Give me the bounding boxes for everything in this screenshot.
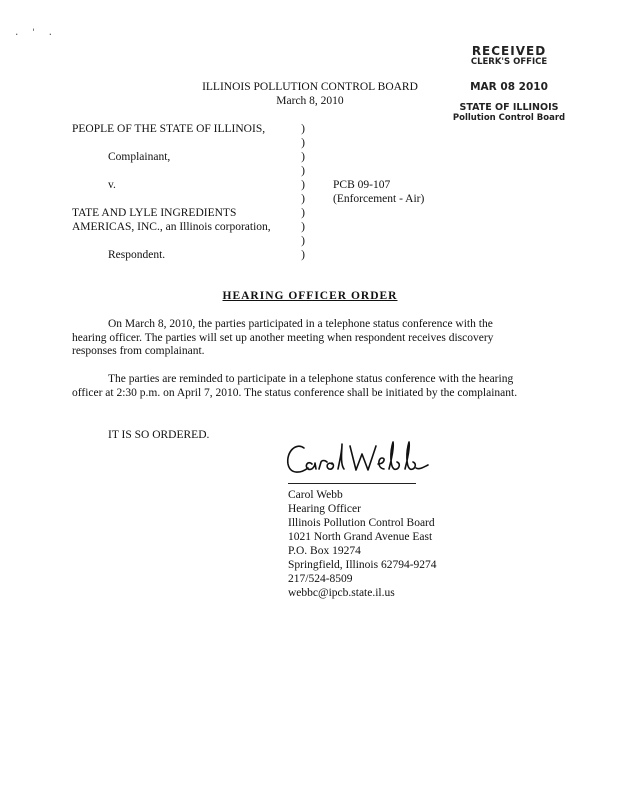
signer-organization: Illinois Pollution Control Board bbox=[288, 517, 435, 529]
caption-paren: ) bbox=[301, 193, 305, 205]
signer-email: webbc@ipcb.state.il.us bbox=[288, 587, 395, 599]
board-name: ILLINOIS POLLUTION CONTROL BOARD bbox=[202, 81, 418, 93]
caption-paren: ) bbox=[301, 221, 305, 233]
received-stamp bbox=[448, 44, 570, 123]
signature-line bbox=[288, 483, 416, 484]
signer-address-line1: 1021 North Grand Avenue East bbox=[288, 531, 433, 543]
stamp-board: Pollution Control Board bbox=[452, 113, 566, 123]
order-paragraph-1: On March 8, 2010, the parties participated in a telephone status conference with the hearing officer. The parties will set up another meeting when respondent receives discovery responses from complainant. bbox=[72, 318, 494, 357]
case-type: (Enforcement - Air) bbox=[333, 193, 425, 205]
order-title: HEARING OFFICER ORDER bbox=[222, 290, 398, 302]
respondent-name-line2: AMERICAS, INC., an Illinois corporation, bbox=[72, 221, 271, 233]
handwritten-signature bbox=[284, 438, 434, 482]
complainant-name: PEOPLE OF THE STATE OF ILLINOIS, bbox=[72, 123, 266, 135]
signer-name: Carol Webb bbox=[288, 489, 343, 501]
respondent-role: Respondent. bbox=[108, 249, 166, 261]
versus: v. bbox=[108, 179, 116, 191]
signer-address-line3: Springfield, Illinois 62794-9274 bbox=[288, 559, 437, 571]
order-date: March 8, 2010 bbox=[276, 95, 344, 107]
signer-phone: 217/524-8509 bbox=[288, 573, 353, 585]
stamp-date: MAR 08 2010 bbox=[470, 81, 548, 93]
case-number: PCB 09-107 bbox=[333, 179, 391, 191]
complainant-role: Complainant, bbox=[108, 151, 171, 163]
caption-paren: ) bbox=[301, 207, 305, 219]
caption-paren: ) bbox=[301, 235, 305, 247]
respondent-name-line1: TATE AND LYLE INGREDIENTS bbox=[72, 207, 237, 219]
caption-paren: ) bbox=[301, 165, 305, 177]
scan-marks: . ' . bbox=[14, 28, 57, 38]
stamp-received: RECEIVED bbox=[471, 44, 547, 58]
caption-paren: ) bbox=[301, 151, 305, 163]
caption-paren: ) bbox=[301, 137, 305, 149]
closing-statement: IT IS SO ORDERED. bbox=[108, 429, 210, 441]
signer-address-line2: P.O. Box 19274 bbox=[288, 545, 361, 557]
caption-paren: ) bbox=[301, 179, 305, 191]
stamp-state: STATE OF ILLINOIS bbox=[459, 102, 559, 113]
stamp-clerks-office: CLERK'S OFFICE bbox=[470, 57, 548, 67]
signer-title: Hearing Officer bbox=[288, 503, 361, 515]
order-paragraph-2: The parties are reminded to participate in a telephone status conference with the hearing officer at 2:30 p.m. on April 7, 2010. The status conference shall be initiated by the complainant. bbox=[72, 373, 518, 399]
caption-paren: ) bbox=[301, 249, 305, 261]
caption-paren: ) bbox=[301, 123, 305, 135]
